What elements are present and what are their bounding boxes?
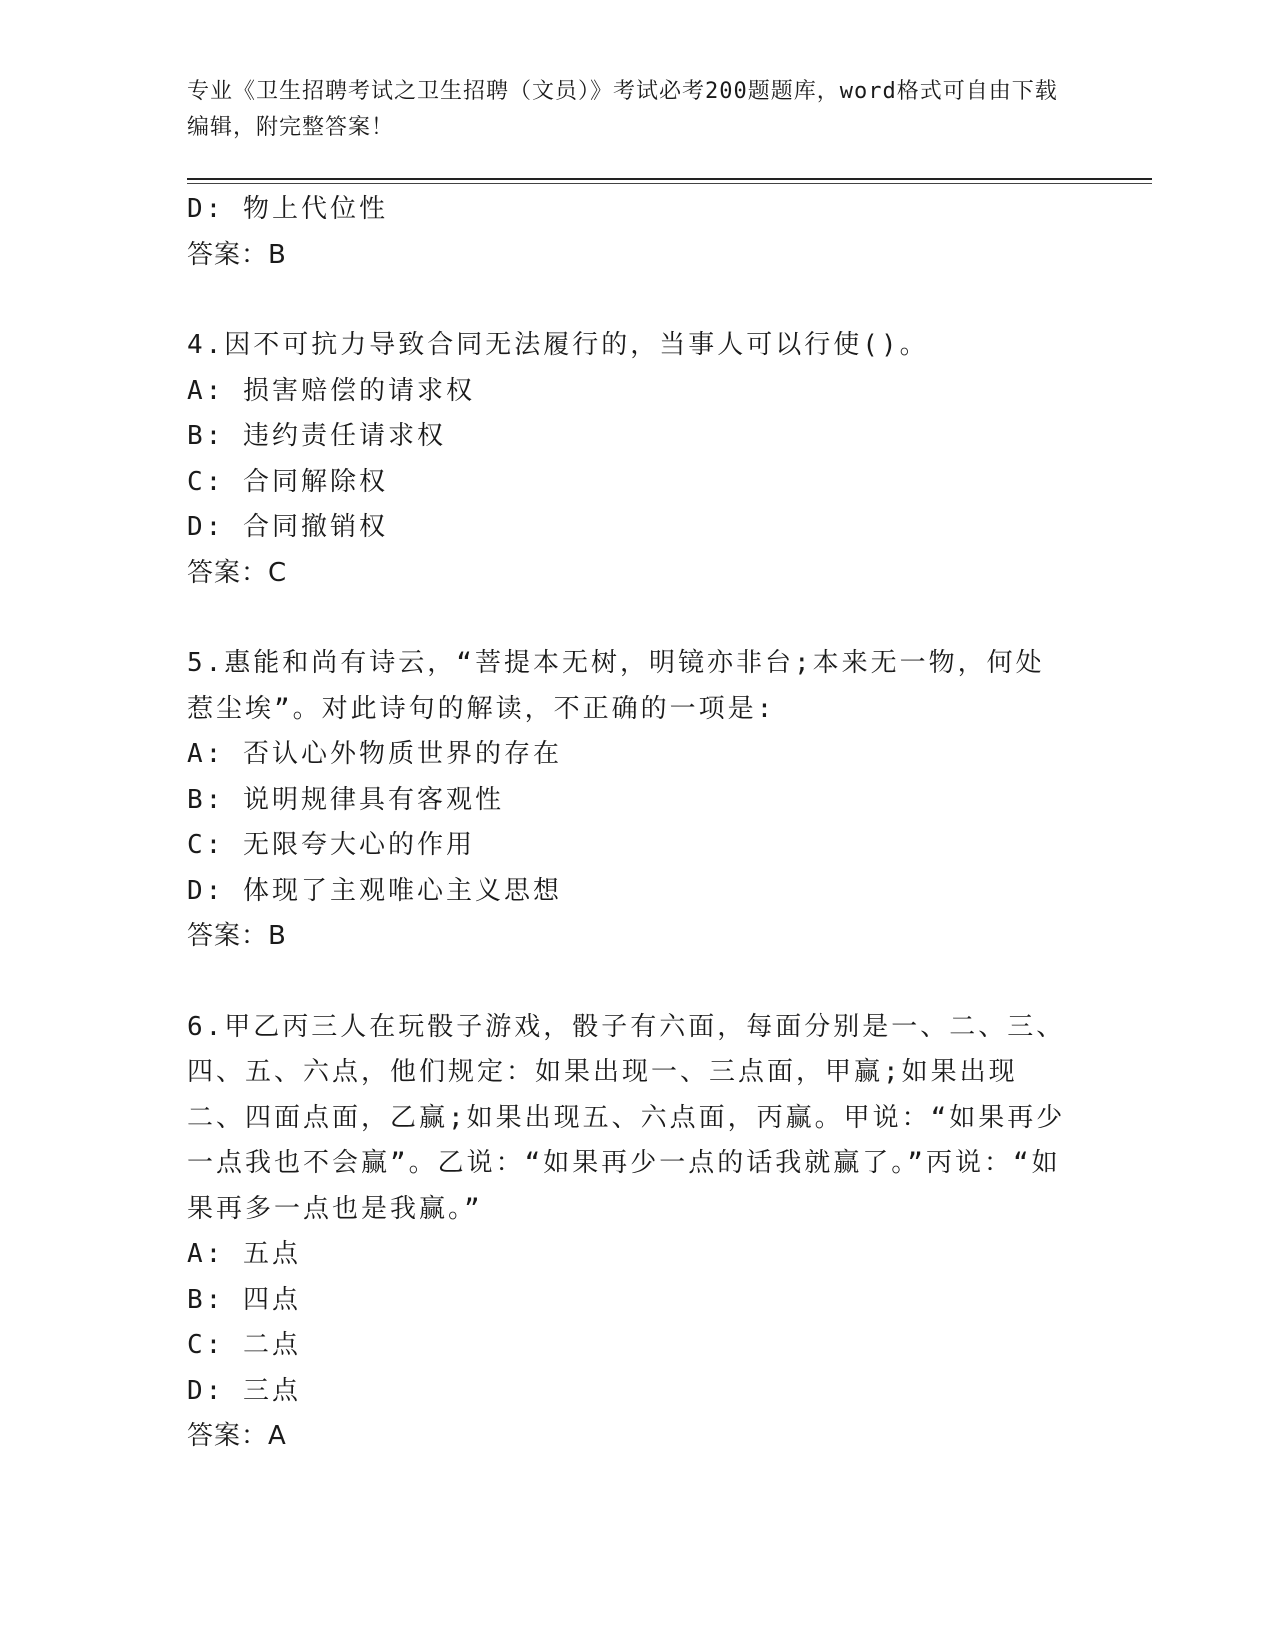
question-stem: 4.因不可抗力导致合同无法履行的，当事人可以行使()。 [187, 330, 929, 360]
spacer [187, 278, 1087, 323]
option-b: B: 说明规律具有客观性 [187, 784, 504, 815]
option-c: C: 无限夸大心的作用 [187, 830, 475, 860]
header-rule-thin [187, 183, 1152, 184]
option-b: B: 四点 [187, 1284, 301, 1315]
question-stem: 5.惠能和尚有诗云，“菩提本无树，明镜亦非台;本来无一物，何处惹尘埃”。对此诗句的解读，不正确的一项是: [187, 648, 1045, 724]
option-a: A: 否认心外物质世界的存在 [187, 739, 562, 769]
answer: 答案：B [187, 239, 287, 270]
answer: 答案：C [187, 557, 288, 588]
question-block-6 [187, 1005, 1087, 1460]
option-c: C: 二点 [187, 1330, 301, 1360]
question-block-4 [187, 323, 1087, 596]
question-stem: 6.甲乙丙三人在玩骰子游戏，骰子有六面，每面分别是一、二、三、四、五、六点，他们规定：如果出现一、三点面，甲赢;如果出现二、四面点面，乙赢;如果出现五、六点面，丙赢。甲说：“如果再少一点我也不会赢”。乙说：“如果再少一点的话我就赢了。”丙说：“如果再多一点也是我赢。” [187, 1011, 1066, 1224]
document-header: 专业《卫生招聘考试之卫生招聘（文员）》考试必考200题题库，word格式可自由下载编辑，附完整答案！ [187, 79, 1058, 140]
question-block-5 [187, 641, 1087, 960]
option-a: A: 损害赔偿的请求权 [187, 375, 475, 406]
option-b: B: 违约责任请求权 [187, 421, 446, 451]
answer: 答案：A [187, 1421, 287, 1451]
document-body [187, 187, 1087, 1460]
option-d: D: 合同撤销权 [187, 512, 388, 542]
spacer [187, 596, 1087, 641]
header-rule-thick [187, 178, 1152, 180]
option-d: D: 体现了主观唯心主义思想 [187, 875, 562, 906]
option-a: A: 五点 [187, 1239, 301, 1269]
spacer [187, 960, 1087, 1005]
option-d: D: 三点 [187, 1375, 301, 1406]
option-c: C: 合同解除权 [187, 466, 388, 497]
option-d: D: 物上代位性 [187, 194, 388, 224]
answer: 答案：B [187, 921, 287, 951]
